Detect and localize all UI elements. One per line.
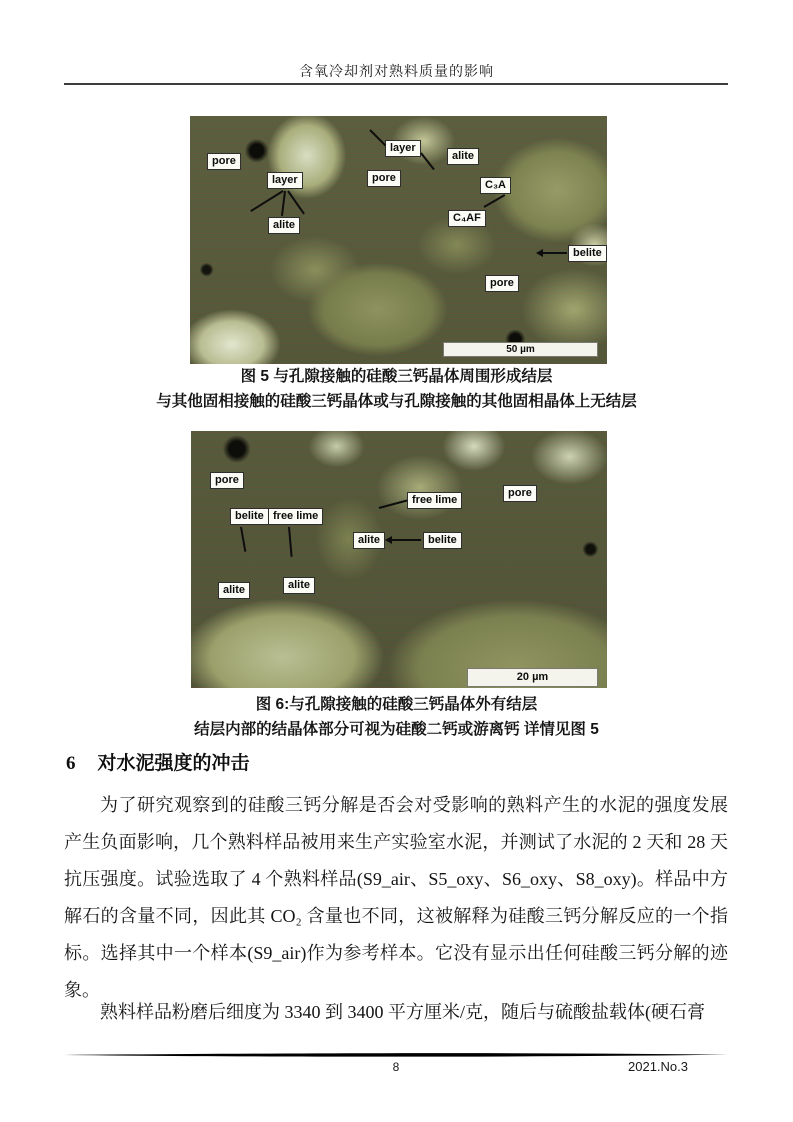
fig6-label-belite-1: belite <box>230 508 269 525</box>
page-header-title: 含氧冷却剂对熟料质量的影响 <box>299 65 494 80</box>
leader-line <box>420 152 435 170</box>
leader-line <box>542 252 567 254</box>
leader-line <box>240 527 246 552</box>
fig5-label-layer-1: layer <box>267 172 303 189</box>
figure6-micrograph <box>191 431 607 688</box>
fig6-label-alite-2: alite <box>218 582 250 599</box>
leader-line <box>288 527 293 557</box>
fig5-label-alite-2: alite <box>447 148 479 165</box>
fig5-scale-bar: 50 µm <box>443 342 598 357</box>
fig6-label-alite-1: alite <box>353 532 385 549</box>
fig5-label-pore-1: pore <box>207 153 241 170</box>
footer-issue-label: 2021.No.3 <box>628 1059 688 1074</box>
fig5-label-pore-3: pore <box>485 275 519 292</box>
leader-line <box>281 191 286 216</box>
arrowhead <box>385 536 392 544</box>
fig6-label-pore-1: pore <box>210 472 244 489</box>
fig6-scale-bar: 20 µm <box>467 668 598 687</box>
figure5-caption-line1: 图 5 与孔隙接触的硅酸三钙晶体周围形成结层 <box>240 368 553 385</box>
fig6-label-alite-3: alite <box>283 577 315 594</box>
fig6-label-pore-2: pore <box>503 485 537 502</box>
fig5-label-belite: belite <box>568 245 607 262</box>
leader-line <box>379 500 408 509</box>
fig6-label-freelime-1: free lime <box>407 492 462 509</box>
arrowhead <box>536 249 543 257</box>
footer-rule <box>64 1052 728 1058</box>
section-heading <box>66 748 250 775</box>
fig5-label-c3a: C₃A <box>480 177 511 194</box>
leader-line <box>391 539 421 541</box>
fig5-label-layer-2: layer <box>385 140 421 157</box>
leader-line <box>287 190 305 214</box>
fig5-label-pore-2: pore <box>367 170 401 187</box>
figure6-caption-line1: 图 6:与孔隙接触的硅酸三钙晶体外有结层 <box>255 696 538 713</box>
leader-line <box>369 129 386 146</box>
fig5-label-c4af: C₄AF <box>448 210 486 227</box>
footer-page-number: 8 <box>392 1060 400 1074</box>
figure5-caption-line2: 与其他固相接触的硅酸三钙晶体或与孔隙接触的其他固相晶体上无结层 <box>156 393 637 410</box>
leader-line <box>250 190 283 212</box>
leader-line <box>484 194 506 208</box>
fig5-label-alite-1: alite <box>268 217 300 234</box>
body-paragraph-2: 熟料样品粉磨后细度为 3340 到 3400 平方厘米/克，随后与硫酸盐载体(硬石膏 <box>100 1002 705 1022</box>
section-title: 对水泥强度的冲击 <box>97 753 250 774</box>
fig6-label-belite-2: belite <box>423 532 462 549</box>
figure6-caption-line2: 结层内部的结晶体部分可视为硅酸二钙或游离钙 详情见图 5 <box>194 721 599 738</box>
figure5-micrograph <box>190 116 607 364</box>
fig6-label-freelime-2: free lime <box>268 508 323 525</box>
header-divider <box>64 83 728 85</box>
section-number: 6 <box>66 753 76 774</box>
body-paragraph-1: 为了研究观察到的硅酸三钙分解是否会对受影响的熟料产生的水泥的强度发展产生负面影响，几个熟料样品被用来生产实验室水泥，并测试了水泥的 2 天和 28 天抗压强度。试验选取了 4 个熟料样品(S9_air、S5_oxy、S6_oxy、S8_oxy)。样品中方解石的含量不同，因此其 CO₂ 含量也不同，这被解释为硅酸三钙分解反应的一个指标。选择其中一个样本(S9_air)作为参考样本。它没有显示出任何硅酸三钙分解的迹象。 <box>64 795 728 1000</box>
